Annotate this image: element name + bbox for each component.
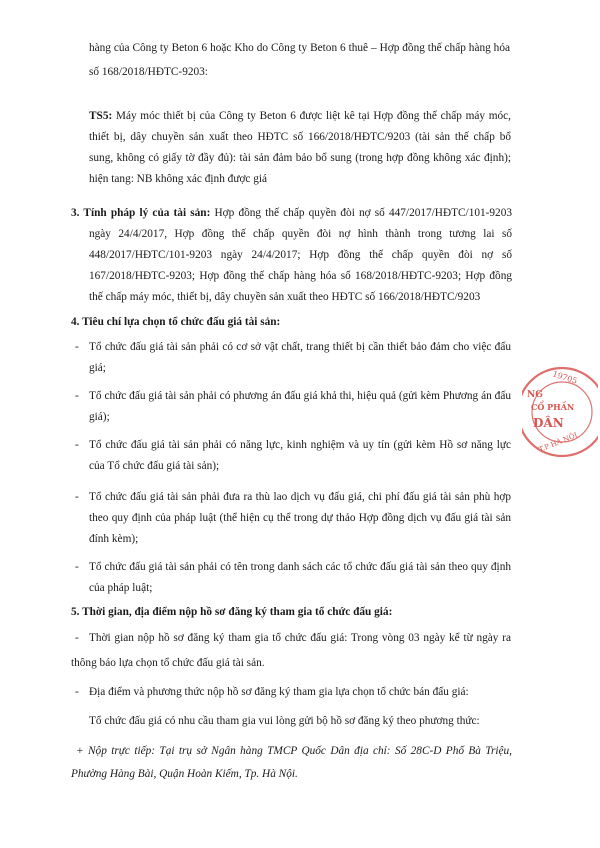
section5-bullet-2: - <box>75 686 79 698</box>
section4-bullet-5: - <box>75 561 79 573</box>
ts5-line-2: thiết bị, dây chuyền sản xuất theo HĐTC số 166/2018/HĐTC/9203 (tài sản thế chấp bổ <box>89 131 511 143</box>
stamp-top-text: 19705 <box>551 369 579 386</box>
section3-line-1 <box>71 206 512 221</box>
section5-para-4-line-2: Phường Hàng Bài, Quận Hoàn Kiếm, Tp. Hà Nội. <box>71 768 298 780</box>
section5-para-3: Tổ chức đấu giá có nhu cầu tham gia vui lòng gửi bộ hồ sơ đăng ký theo phương thức: <box>89 715 480 727</box>
company-stamp <box>522 352 598 472</box>
section4-item-4-line-3: đính kèm); <box>89 533 139 545</box>
stamp-line-3: DÂN <box>533 416 564 430</box>
section4-item-5-line-2: của pháp luật; <box>89 582 153 594</box>
section3-line-2: ngày 24/4/2017, Hợp đồng thế chấp quyền đòi nợ hình thành trong tương lai số <box>89 228 512 240</box>
section5-para-1-line-1: Thời gian nộp hồ sơ đăng ký tham gia tổ chức đấu giá: Trong vòng 03 ngày kể từ ngày ra <box>89 632 511 644</box>
ts5-line-4: hiện tang: NB không xác định được giá <box>89 173 268 185</box>
stamp-seal-icon <box>522 352 598 472</box>
stamp-line-1: NG <box>527 390 543 400</box>
section4-item-4-line-2: theo quy định của pháp luật (thể hiện cụ thể trong dự thảo Hợp đồng dịch vụ đấu giá tài sản <box>89 512 511 524</box>
section3-line-3: 448/2017/HĐTC/101-9203 ngày 24/4/2017; Hợp đồng thế chấp quyền đòi nợ số <box>89 249 512 261</box>
section4-item-3-line-2: của Tổ chức đấu giá tài sản); <box>89 460 220 472</box>
section3-line-5: thế chấp máy móc, thiết bị, dây chuyền sản xuất theo HĐTC số 166/2018/HĐTC/9203 <box>89 291 481 303</box>
section3-heading: 3. Tính pháp lý của tài sản: <box>71 207 211 219</box>
ts5-line-1 <box>89 109 511 124</box>
section3-text-1: Hợp đồng thế chấp quyền đòi nợ số 447/2017/HĐTC/101-9203 <box>210 207 512 219</box>
stamp-line-2: CỔ PHẦN <box>531 402 575 412</box>
section5-para-2: Địa điểm và phương thức nộp hồ sơ đăng ký tham gia lựa chọn tổ chức bán đấu giá: <box>89 686 469 698</box>
section4-item-1-line-2: giá; <box>89 362 106 374</box>
section4-bullet-2: - <box>75 390 79 402</box>
section4-item-3-line-1: Tổ chức đấu giá tài sản phải có năng lực, kinh nghiệm và uy tín (gửi kèm Hồ sơ năng lực <box>89 439 511 451</box>
intro-line-2: số 168/2018/HĐTC-9203: <box>89 66 208 78</box>
section4-item-4-line-1: Tổ chức đấu giá tài sản phải đưa ra thù lao dịch vụ đấu giá, chi phí đấu giá tài sản phù hợp <box>89 491 511 503</box>
ts5-text-1: Máy móc thiết bị của Công ty Beton 6 được liệt kê tại Hợp đồng thế chấp máy móc, <box>112 110 511 122</box>
section5-heading: 5. Thời gian, địa điểm nộp hồ sơ đăng ký tham gia tổ chức đấu giá: <box>71 606 393 618</box>
section4-bullet-1: - <box>75 341 79 353</box>
section4-bullet-4: - <box>75 491 79 503</box>
section4-heading: 4. Tiêu chí lựa chọn tổ chức đấu giá tài sản: <box>71 316 281 328</box>
section5-para-4-line-1: + Nộp trực tiếp: Tại trụ sở Ngân hàng TMCP Quốc Dân địa chỉ: Số 28C-D Phố Bà Triệu, <box>76 745 512 757</box>
section4-item-1-line-1: Tổ chức đấu giá tài sản phải có cơ sở vật chất, trang thiết bị cần thiết bảo đảm cho việc đấu <box>89 341 511 353</box>
stamp-bottom-text: T.P HÀ NỘI <box>537 431 579 454</box>
section3-line-4: 167/2018/HĐTC-9203; Hợp đồng thế chấp hàng hóa số 168/2018/HĐTC-9203; Hợp đồng <box>89 270 512 282</box>
section5-bullet-1: - <box>75 632 79 644</box>
section4-item-2-line-1: Tổ chức đấu giá tài sản phải có phương án đấu giá khả thi, hiệu quả (gửi kèm Phương án đấu <box>89 390 511 402</box>
intro-line-1: hàng của Công ty Beton 6 hoặc Kho do Công ty Beton 6 thuê – Hợp đồng thế chấp hàng hóa <box>89 42 510 54</box>
section4-item-5-line-1: Tổ chức đấu giá tài sản phải có tên trong danh sách các tổ chức đấu giá tài sản theo quy định <box>89 561 511 573</box>
section5-para-1-line-2: thông báo lựa chọn tổ chức đấu giá tài sản. <box>71 657 265 669</box>
ts5-label: TS5: <box>89 110 113 122</box>
section4-bullet-3: - <box>75 439 79 451</box>
section4-item-2-line-2: giá); <box>89 411 110 423</box>
ts5-line-3: sung, không có giấy tờ đầy đủ): tài sản đảm bảo bổ sung (trong hợp đồng không xác định); <box>89 152 511 164</box>
